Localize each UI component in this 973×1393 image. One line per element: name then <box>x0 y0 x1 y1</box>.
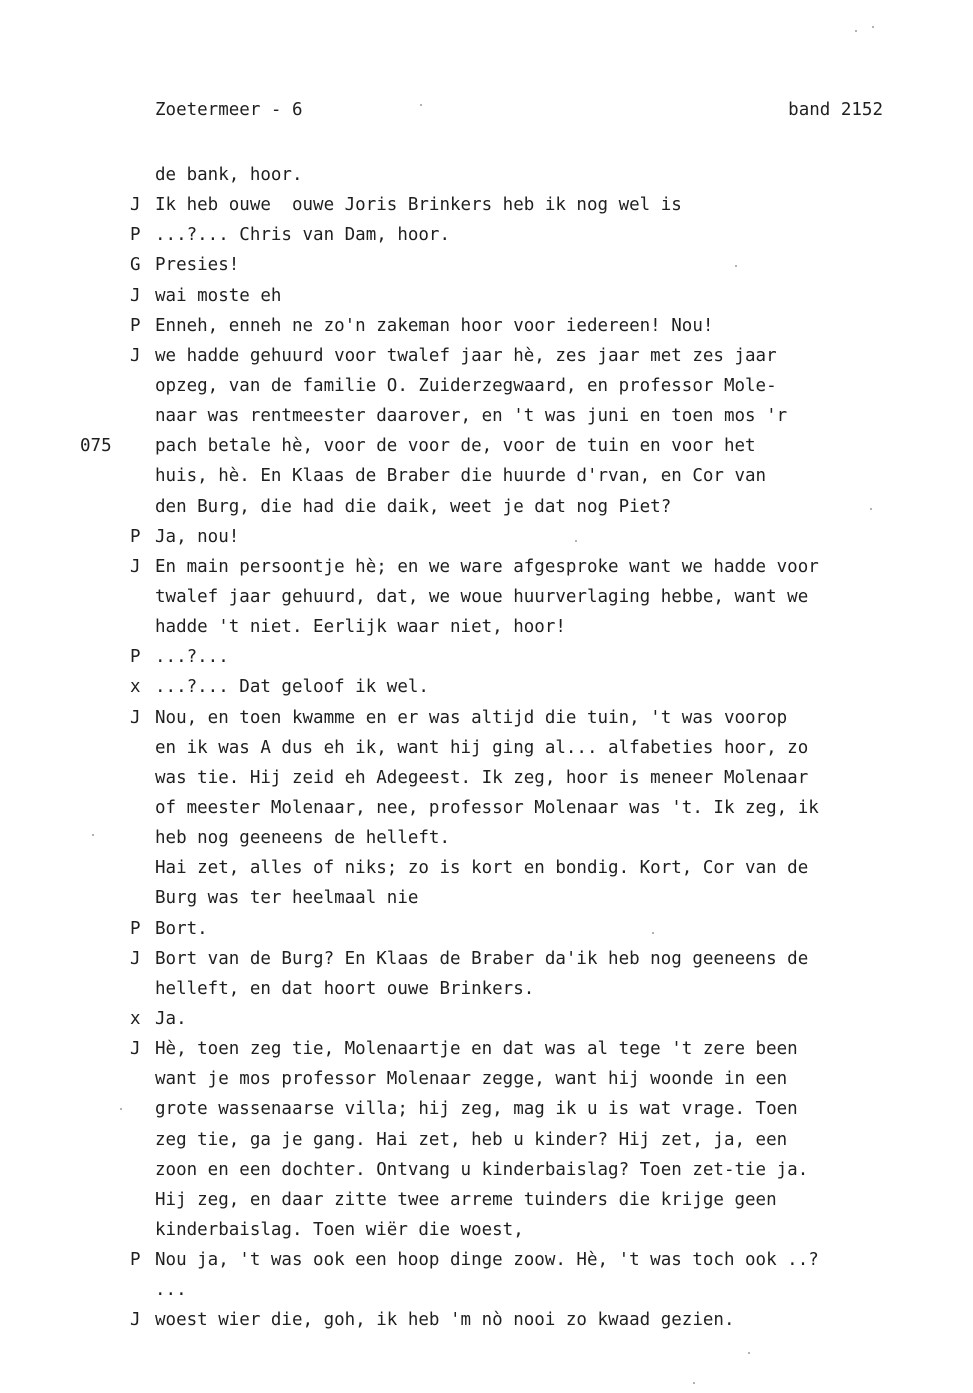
speaker-code: J <box>130 285 141 306</box>
transcript-line <box>0 1245 973 1275</box>
paper-speck <box>870 508 872 510</box>
utterance-text: Hij zeg, en daar zitte twee arreme tuinders die krijge geen <box>155 1189 777 1210</box>
transcript-line <box>0 1215 973 1245</box>
paper-speck <box>652 932 654 934</box>
speaker-code: J <box>130 1039 141 1060</box>
speaker-code: x <box>130 1008 141 1029</box>
speaker-code: P <box>130 1250 141 1271</box>
transcript-line <box>0 220 973 250</box>
utterance-text: ...?... <box>155 647 229 668</box>
transcript-line <box>0 642 973 672</box>
transcript-line <box>0 250 973 280</box>
utterance-text: wai moste eh <box>155 285 282 306</box>
speaker-code: J <box>130 195 141 216</box>
utterance-text: Bort. <box>155 918 208 939</box>
paper-speck <box>855 30 857 32</box>
utterance-text: Ik heb ouwe ouwe Joris Brinkers heb ik nog wel is <box>155 195 682 216</box>
transcript-line <box>0 492 973 522</box>
utterance-text: opzeg, van de familie O. Zuiderzegwaard, en professor Mole- <box>155 375 777 396</box>
transcript-line <box>0 1155 973 1185</box>
utterance-text: want je mos professor Molenaar zegge, want hij woonde in een <box>155 1069 788 1090</box>
transcript-line <box>0 793 973 823</box>
transcript-line <box>0 552 973 582</box>
speaker-code: P <box>130 315 141 336</box>
utterance-text: ... <box>155 1280 187 1301</box>
transcript-line <box>0 190 973 220</box>
utterance-text: pach betale hè, voor de voor de, voor de tuin en voor het <box>155 436 756 457</box>
header-location: Zoetermeer - 6 <box>155 100 303 120</box>
transcript-line <box>0 311 973 341</box>
utterance-text: huis, hè. En Klaas de Braber die huurde d'rvan, en Cor van <box>155 466 767 487</box>
paper-speck <box>92 834 94 836</box>
speaker-code: G <box>130 255 141 276</box>
paper-speck <box>872 26 874 28</box>
transcript-line <box>0 672 973 702</box>
utterance-text: was tie. Hij zeid eh Adegeest. Ik zeg, hoor is meneer Molenaar <box>155 767 809 788</box>
utterance-text: Ja. <box>155 1008 187 1029</box>
utterance-text: Enneh, enneh ne zo'n zakeman hoor voor iedereen! Nou! <box>155 315 714 336</box>
transcript-line <box>0 763 973 793</box>
tape-counter: 075 <box>80 436 112 457</box>
utterance-text: woest wier die, goh, ik heb 'm nò nooi zo kwaad gezien. <box>155 1310 735 1331</box>
utterance-text: Ja, nou! <box>155 526 240 547</box>
page-header <box>155 100 883 126</box>
utterance-text: den Burg, die had die daik, weet je dat nog Piet? <box>155 496 672 517</box>
speaker-code: P <box>130 918 141 939</box>
speaker-code: x <box>130 677 141 698</box>
header-tape-number: band 2152 <box>788 100 883 120</box>
utterance-text: Nou ja, 't was ook een hoop dinge zoow. Hè, 't was toch ook ..? <box>155 1250 819 1271</box>
paper-speck <box>420 104 422 106</box>
transcript-body <box>0 160 973 1335</box>
speaker-code: J <box>130 707 141 728</box>
transcript-line <box>0 522 973 552</box>
utterance-text: kinderbaislag. Toen wiër die woest, <box>155 1219 524 1240</box>
utterance-text: en ik was A dus eh ik, want hij ging al... alfabeties hoor, zo <box>155 737 809 758</box>
transcript-line <box>0 160 973 190</box>
utterance-text: de bank, hoor. <box>155 165 303 185</box>
speaker-code: J <box>130 345 141 366</box>
paper-speck <box>735 265 737 267</box>
transcript-line <box>0 1004 973 1034</box>
transcript-line <box>0 371 973 401</box>
utterance-text: zoon en een dochter. Ontvang u kinderbaislag? Toen zet-tie ja. <box>155 1159 809 1180</box>
transcript-line <box>0 914 973 944</box>
utterance-text: zeg tie, ga je gang. Hai zet, heb u kinder? Hij zet, ja, een <box>155 1129 788 1150</box>
speaker-code: J <box>130 556 141 577</box>
utterance-text: Hè, toen zeg tie, Molenaartje en dat was al tege 't zere been <box>155 1039 798 1060</box>
speaker-code: J <box>130 948 141 969</box>
utterance-text: Bort van de Burg? En Klaas de Braber da'ik heb nog geeneens de <box>155 948 809 969</box>
utterance-text: heb nog geeneens de helleft. <box>155 828 451 849</box>
utterance-text: twalef jaar gehuurd, dat, we woue huurverlaging hebbe, want we <box>155 586 809 607</box>
transcript-line <box>0 703 973 733</box>
transcript-line <box>0 1305 973 1335</box>
utterance-text: En main persoontje hè; en we ware afgesproke want we hadde voor <box>155 556 819 577</box>
transcript-line <box>0 1034 973 1064</box>
transcript-line <box>0 1094 973 1124</box>
utterance-text: ...?... Dat geloof ik wel. <box>155 677 429 698</box>
transcript-line <box>0 1185 973 1215</box>
transcript-line <box>0 431 973 461</box>
transcript-line <box>0 944 973 974</box>
transcript-line <box>0 582 973 612</box>
utterance-text: we hadde gehuurd voor twalef jaar hè, zes jaar met zes jaar <box>155 345 777 366</box>
utterance-text: hadde 't niet. Eerlijk waar niet, hoor! <box>155 617 566 638</box>
utterance-text: Hai zet, alles of niks; zo is kort en bondig. Kort, Cor van de <box>155 858 809 879</box>
transcript-line <box>0 612 973 642</box>
utterance-text: of meester Molenaar, nee, professor Molenaar was 't. Ik zeg, ik <box>155 797 819 818</box>
transcript-line <box>0 1125 973 1155</box>
transcript-line <box>0 461 973 491</box>
paper-speck <box>575 540 577 542</box>
speaker-code: P <box>130 647 141 668</box>
transcript-line <box>0 823 973 853</box>
utterance-text: grote wassenaarse villa; hij zeg, mag ik u is wat vrage. Toen <box>155 1099 798 1120</box>
utterance-text: helleft, en dat hoort ouwe Brinkers. <box>155 978 535 999</box>
paper-speck <box>693 1382 695 1384</box>
paper-speck <box>120 1108 122 1110</box>
transcript-line <box>0 1275 973 1305</box>
utterance-text: Burg was ter heelmaal nie <box>155 888 419 909</box>
speaker-code: P <box>130 526 141 547</box>
transcript-line <box>0 281 973 311</box>
transcript-line <box>0 733 973 763</box>
speaker-code: J <box>130 1310 141 1331</box>
utterance-text: Presies! <box>155 255 240 276</box>
transcript-line <box>0 883 973 913</box>
utterance-text: ...?... Chris van Dam, hoor. <box>155 225 451 246</box>
transcript-line <box>0 974 973 1004</box>
transcript-line <box>0 853 973 883</box>
utterance-text: Nou, en toen kwamme en er was altijd die tuin, 't was voorop <box>155 707 788 728</box>
paper-speck <box>748 1352 750 1354</box>
transcript-line <box>0 341 973 371</box>
transcript-line <box>0 1064 973 1094</box>
utterance-text: naar was rentmeester daarover, en 't was juni en toen mos 'r <box>155 406 788 427</box>
transcript-line <box>0 401 973 431</box>
speaker-code: P <box>130 225 141 246</box>
